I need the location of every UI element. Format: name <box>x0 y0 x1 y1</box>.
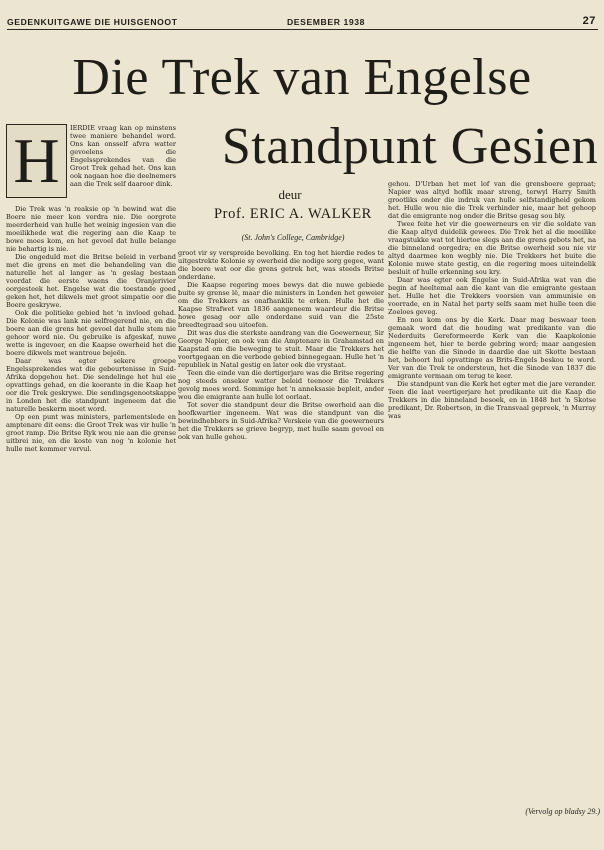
byline: deur <box>278 187 302 202</box>
paragraph: gehou. D'Urban het met lof van die grensboere gepraat; Napier was altyd hoflik maar streng, terwyl Harry Smith grootliks onder die indruk van hulle selfstandigheid gekom het. Hulle wou nie die Trek verhinder nie, maar het gehoop dat die emigrante nog onder die Britse gesag sou bly. <box>388 180 596 221</box>
paragraph: Ook die politieke gebied het 'n invloed gehad. Die Kolonie was lank nie selfregerend nie, en die boere aan die grens het gevoel dat hulle stem nie gehoor word nie. Ou gebruike is afgeskaf, nuwe wette is ingevoer, en die Kaapse owerheid het die boere dikwels met wantroue bejeën. <box>6 309 176 358</box>
paragraph: Die standpunt van die Kerk het egter met die jare verander. Teen die laat veertigerjare het predikante uit die Kaap die Trekkers in die binneland besoek, en in 1848 het 'n Skotse predikant, Dr. Robertson, in die Transvaal gepreek, 'n Murray was <box>388 380 596 421</box>
column-2 <box>178 249 384 785</box>
author-name: Prof. ERIC A. WALKER <box>214 206 372 222</box>
paragraph: Teen die einde van die dertigerjare was die Britse regering nog steeds onseker watter beleid teenoor die Trekkers gevolg moes word. Sommige het 'n anneksasie bepleit, ander wou die emigrante aan hulle lot oorlaat. <box>178 369 384 402</box>
magazine-name: GEDENKUITGAWE DIE HUISGENOOT <box>7 17 178 27</box>
drop-cap-initial: H <box>6 124 67 198</box>
intro-paragraph <box>70 124 176 204</box>
paragraph: Die Kaapse regering moes bewys dat die nuwe gebiede buite sy grense lê, maar die ministers in Londen het geweier om die Trekkers as onafhanklik te erken. Hulle het die Kaapse Strafwet van 1836 aangeneem waardeur die Britse howe gesag oor alle onderdane suid van die 25ste breedtegraad sou uitoefen. <box>178 281 384 330</box>
paragraph: Op een punt was ministers, parlementslede en amptenare dit eens: die Groot Trek was vir hulle 'n groot ramp. Die Britse Ryk wou nie aan die grense uitbrei nie, en die koste van nog 'n kolonie het hulle met kommer vervul. <box>6 413 176 454</box>
paragraph: groot vir sy verspreide bevolking. En tog het hierdie redes te uitgestrekte Kolonie sy owerheid die nodige sorg gegee, want die boere wat oor die grens getrek het, was steeds Britse onderdane. <box>178 249 384 282</box>
continuation-note: (Vervolg op bladsy 29.) <box>525 807 600 816</box>
article-title-line1: Die Trek van Engelse <box>72 49 532 106</box>
paragraph: Dit was dus die sterkste aandrang van die Goewerneur, Sir George Napier, en ook van die Amptenare in Grahamstad en Kaapstad om die beweging te stuit. Maar die Trekkers het voortgegaan en die verbode gebied binnegegaan. Hulle het 'n republiek in Natal gestig en later ook die vrystaat. <box>178 329 384 370</box>
paragraph: Die Trek was 'n reaksie op 'n bewind wat die Boere nie meer kon verdra nie. Die oorgrote meerderheid van hulle het weinig ingesien van die moeilikhede wat die regering aan die Kaap te bowe moes kom, en het gevoel dat hulle belange nie behartig is nie. <box>6 205 176 254</box>
paragraph: Die ongeduld met die Britse beleid in verband met die grens en met die behandeling van die naturelle het al langer as 'n geslag bestaan voordat die eerste waens die Oranjerivier oorgesteek het. Engelse wat die toestande goed geken het, het dikwels met groot simpatie oor die Boere geskrywe. <box>6 253 176 310</box>
author-affiliation: (St. John's College, Cambridge) <box>241 233 345 242</box>
article-title-line2: Standpunt Gesien <box>221 118 599 175</box>
page-number: 27 <box>582 15 596 27</box>
column-1 <box>6 205 176 837</box>
intro-text: IERDIE vraag kan op minstens twee maniere behandel word. Ons kan onsself afvra watter gevoelens die Engelssprekendes van die Groot Trek gehad het. Ons kan ook nagaan hoe die deelnemers aan die Trek self daaroor dink. <box>70 124 176 189</box>
paragraph: Tot sover die standpunt deur die Britse owerheid aan die hoofkwartier ingeneem. Wat was die standpunt van die bewindhebbers in Suid-Afrika? Verskeie van die goewerneurs het die Trekkers se grieve begryp, met hulle saam gevoel en ook van hulle gehou. <box>178 401 384 442</box>
issue-date: DESEMBER 1938 <box>287 17 366 27</box>
page-header <box>7 5 598 30</box>
column-3 <box>388 180 596 780</box>
paragraph: En nou kom ons by die Kerk. Daar mag beswaar teen gemaak word dat die houding wat predikante van die Nederduits Gereformeerde Kerk van die Kaapkolonie ingeneem het, hier te berde gebring word; maar aangesien die helfte van die Sinode in daardie dae uit Skotte bestaan het, behoort hul opvattinge as Brits-Engels beskou te word. Ver van die Trek te ondersteun, het die Sinode van 1837 die emigrante vermaan om terug te keer. <box>388 316 596 381</box>
paragraph: Daar was egter sekere groepe Engelssprekendes wat die gebeurtenisse in Suid-Afrika dopgehou het. Die sendelinge het hul eie opvattings gehad, en die koerante in die Kaap het oor die Trek geskrywe. Die sendingsgenootskappe in Londen het die standpunt ingeneem dat die naturelle beskerm moet word. <box>6 357 176 414</box>
paragraph: Daar was egter ook Engelse in Suid-Afrika wat van die begin af heeltemal aan die kant van die emigrante gestaan het. Hulle het die Trekkers voorsien van ammunisie en voorrade, en in Natal het party selfs saam met hulle teen die Zoeloes geveg. <box>388 276 596 317</box>
paragraph: Twee feite het vir die goewerneurs en vir die soldate van die Kaap altyd duidelik gewees. Die Trek het al die moeilike vraagstukke wat tot hiertoe slegs aan die grens gebots het, na die binneland oorgedra; en die Britse owerheid sou nie vir altyd daarmee kon wegbly nie. Die Trekkers het buite die Kolonie nuwe state gestig, en die regering moes uiteindelik besluit of hulle erkenning sou kry. <box>388 220 596 277</box>
